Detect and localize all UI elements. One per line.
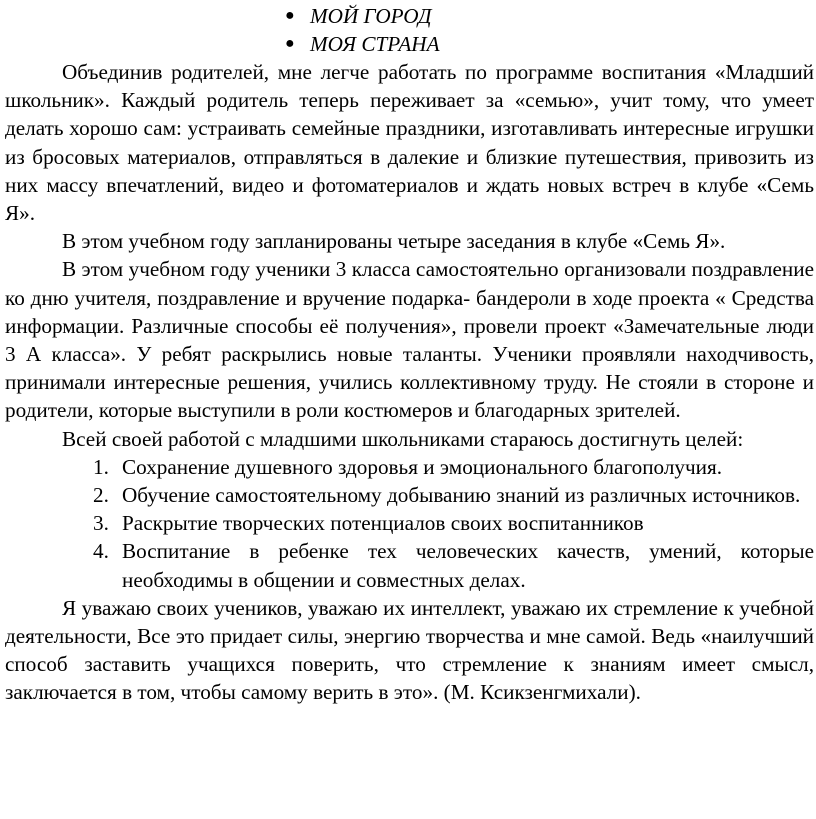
goal-text: Воспитание в ребенке тех человеческих качеств, умений, которые необходимы в общении и совместных делах. <box>122 539 814 592</box>
goal-number: 2. <box>93 483 109 508</box>
goal-text: Сохранение душевного здоровья и эмоционального благополучия. <box>122 454 723 479</box>
bullet-icon: ● <box>285 35 295 52</box>
goals-list <box>5 453 814 594</box>
goal-item <box>5 453 814 481</box>
goal-number: 3. <box>93 511 109 536</box>
goal-item <box>5 509 814 537</box>
goal-item <box>5 537 814 593</box>
paragraph-respect-quote: Я уважаю своих учеников, уважаю их интеллект, уважаю их стремление к учебной деятельности, Все это придает силы, энергию творчества и мне самой. Ведь «наилучший способ заставить учащихся поверить, что стремление к знаниям имеет смысл, заключается в том, чтобы самому верить в это». (М. Ксикзенгмихали). <box>5 595 814 705</box>
goal-number: 1. <box>93 454 109 479</box>
paragraph-goals-intro: Всей своей работой с младшими школьниками стараюсь достигнуть целей: <box>62 426 744 451</box>
goal-number: 4. <box>93 539 109 564</box>
goal-text: Раскрытие творческих потенциалов своих воспитанников <box>122 511 644 536</box>
paragraph-class-activities: В этом учебном году ученики 3 класса самостоятельно организовали поздравление ко дню учителя, поздравление и вручение подарка- бандероли в ходе проекта « Средства информации. Различные способы её получения», провели проект «Замечательные люди 3 А класса». У ребят раскрылись новые таланты. Ученики проявляли находчивость, принимали интересные решения, учились коллективному труду. Не стояли в стороне и родители, которые выступили в роли костюмеров и благодарных зрителей. <box>5 257 814 423</box>
paragraph-parents-club: Объединив родителей, мне легче работать по программе воспитания «Младший школьник». Каждый родитель теперь переживает за «семью», учит тому, что умеет делать хорошо сам: устраивать семейные праздники, изготавливать интересные игрушки из бросовых материалов, отправляться в далекие и близкие путешествия, привозить из них массу впечатлений, видео и фотоматериалов и ждать новых встреч в клубе «Семь Я». <box>5 60 814 226</box>
goal-item <box>5 481 814 509</box>
bullet-icon: ● <box>285 7 295 24</box>
bullet-item <box>5 2 814 30</box>
bullet-text: МОЙ ГОРОД <box>310 4 432 28</box>
bullet-item <box>5 30 814 58</box>
bullet-list <box>5 0 814 58</box>
goal-text: Обучение самостоятельному добыванию знаний из различных источников. <box>122 483 801 508</box>
paragraph-meetings-plan: В этом учебном году запланированы четыре заседания в клубе «Семь Я». <box>62 229 726 254</box>
bullet-text: МОЯ СТРАНА <box>310 32 440 56</box>
